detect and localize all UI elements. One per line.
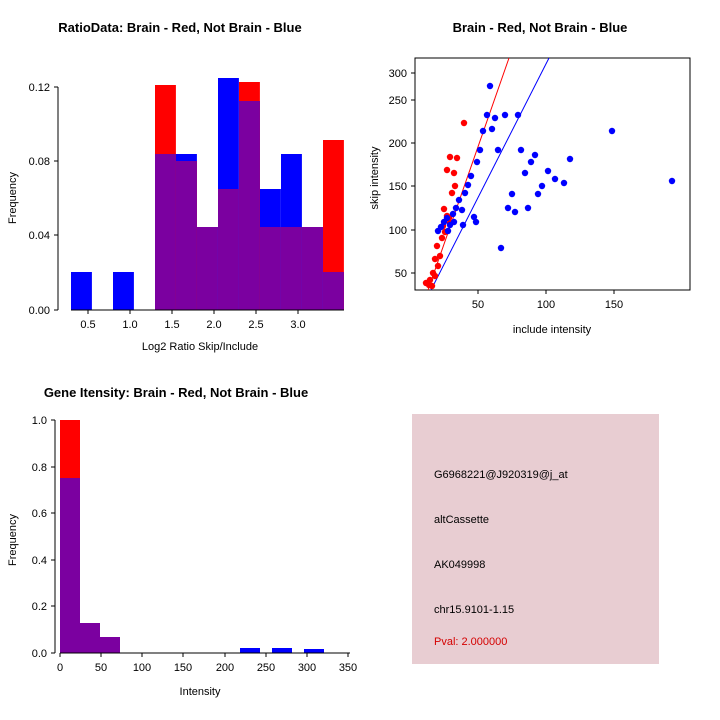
intensity-xtick-2: 100 bbox=[132, 662, 152, 674]
accession-text: AK049998 bbox=[434, 559, 486, 571]
intensity-hist-title: Gene Itensity: Brain - Red, Not Brain - Blue bbox=[43, 385, 309, 400]
scatter-xtick-0: 50 bbox=[471, 299, 485, 311]
ratio-ytick-2: 0.08 bbox=[28, 156, 50, 168]
intensity-xtick-6: 300 bbox=[297, 662, 317, 674]
locus-text: chr15.9101-1.15 bbox=[434, 604, 515, 616]
scatter-ytick-2: 150 bbox=[388, 181, 407, 193]
intensity-hist-xlabel: Intensity bbox=[179, 686, 221, 698]
ratio-xtick-1: 1.0 bbox=[122, 319, 138, 331]
ratio-xtick-4: 2.5 bbox=[248, 319, 264, 331]
scatter-ytick-3: 200 bbox=[388, 138, 407, 150]
ratio-ytick-0: 0.00 bbox=[28, 305, 50, 317]
scatter-svg bbox=[360, 18, 720, 358]
scatter-xtick-2: 150 bbox=[604, 299, 624, 311]
intensity-xtick-5: 250 bbox=[256, 662, 276, 674]
scatter-xlabel: include intensity bbox=[512, 324, 592, 336]
ratio-hist-title: RatioData: Brain - Red, Not Brain - Blue bbox=[58, 20, 302, 35]
scatter-title: Brain - Red, Not Brain - Blue bbox=[452, 20, 628, 35]
scatter-ylabel: skip intensity bbox=[369, 146, 381, 210]
gene-info-panel bbox=[412, 414, 659, 664]
intensity-hist-axes bbox=[51, 420, 350, 657]
scatter-fit-lines bbox=[428, 58, 549, 290]
intensity-xtick-7: 350 bbox=[338, 662, 358, 674]
scatter-ytick-1: 100 bbox=[388, 225, 407, 237]
ratio-ytick-1: 0.04 bbox=[28, 230, 50, 242]
intensity-ytick-2: 0.4 bbox=[31, 555, 47, 567]
scatter-ytick-0: 50 bbox=[394, 268, 407, 280]
scatter-ytick-5: 300 bbox=[388, 68, 407, 80]
intensity-ytick-3: 0.6 bbox=[31, 508, 47, 520]
ratio-hist-xlabel: Log2 Ratio Skip/Include bbox=[141, 341, 259, 353]
intensity-ytick-5: 1.0 bbox=[31, 415, 47, 427]
intensity-xtick-0: 0 bbox=[56, 662, 64, 674]
scatter-points-brain bbox=[423, 120, 467, 289]
ratio-xtick-0: 0.5 bbox=[80, 319, 96, 331]
intensity-xtick-4: 200 bbox=[215, 662, 235, 674]
intensity-xtick-3: 150 bbox=[173, 662, 193, 674]
scatter-yticks bbox=[389, 68, 407, 280]
ratio-hist-bars bbox=[71, 78, 344, 310]
scatter-xtick-1: 100 bbox=[536, 299, 556, 311]
intensity-hist-xticks bbox=[57, 662, 357, 674]
ratio-hist-svg bbox=[0, 18, 360, 358]
intensity-hist-svg bbox=[0, 400, 400, 720]
intensity-hist-ylabel: Frequency bbox=[7, 514, 19, 566]
ratio-hist-yticks bbox=[29, 82, 50, 317]
event-type-text: altCassette bbox=[434, 514, 490, 526]
intensity-ytick-1: 0.2 bbox=[31, 601, 47, 613]
intensity-xtick-1: 50 bbox=[94, 662, 108, 674]
panel-intensity-histogram bbox=[0, 360, 400, 720]
scatter-ticks bbox=[411, 73, 614, 294]
scatter-xticks bbox=[472, 299, 623, 311]
intensity-hist-bars bbox=[60, 420, 324, 653]
ratio-hist-xticks bbox=[80, 319, 305, 331]
ratio-ytick-3: 0.12 bbox=[28, 82, 50, 94]
ratio-xtick-3: 2.0 bbox=[206, 319, 222, 331]
ratio-xtick-2: 1.5 bbox=[164, 319, 180, 331]
probe-id-text: G6968221@J920319@j_at bbox=[434, 469, 568, 481]
ratio-hist-ylabel: Frequency bbox=[7, 172, 19, 224]
intensity-hist-yticks bbox=[32, 415, 47, 660]
panel-scatter bbox=[360, 0, 720, 360]
scatter-ytick-4: 250 bbox=[388, 95, 407, 107]
ratio-xtick-5: 3.0 bbox=[290, 319, 306, 331]
pvalue-text: Pval: 2.000000 bbox=[434, 636, 508, 648]
not-brain-fit-line bbox=[431, 58, 549, 290]
intensity-ytick-0: 0.0 bbox=[31, 648, 47, 660]
intensity-ytick-4: 0.8 bbox=[31, 462, 47, 474]
panel-ratio-histogram bbox=[0, 0, 360, 360]
